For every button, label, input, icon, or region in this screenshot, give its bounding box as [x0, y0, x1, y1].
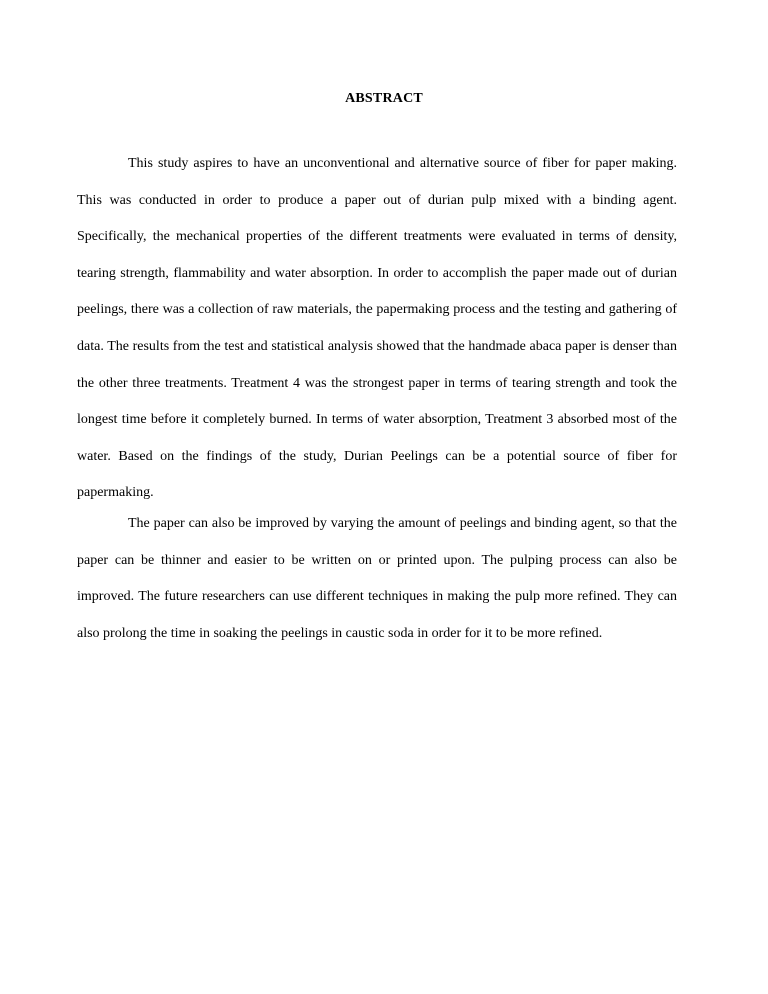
abstract-paragraph-2: The paper can also be improved by varying the amount of peelings and binding agent, so that the paper can be thinner and easier to be written on or printed upon. The pulping process can also be improved. The future researchers can use different techniques in making the pulp more refined. They can also prolong the time in soaking the peelings in caustic soda in order for it to be more refined.	[77, 516, 677, 641]
abstract-paragraph-1: This study aspires to have an unconventional and alternative source of fiber for paper making. This was conducted in order to produce a paper out of durian pulp mixed with a binding agent. Specifically, the mechanical properties of the different treatments were evaluated in terms of density, tearing strength, flammability and water absorption. In order to accomplish the paper made out of durian peelings, there was a collection of raw materials, the papermaking process and the testing and gathering of data. The results from the test and statistical analysis showed that the handmade abaca paper is denser than the other three treatments. Treatment 4 was the strongest paper in terms of tearing strength and took the longest time before it completely burned. In terms of water absorption, Treatment 3 absorbed most of the water. Based on the findings of the study, Durian Peelings can be a potential source of fiber for papermaking.	[77, 156, 677, 501]
abstract-title: ABSTRACT	[345, 91, 423, 106]
